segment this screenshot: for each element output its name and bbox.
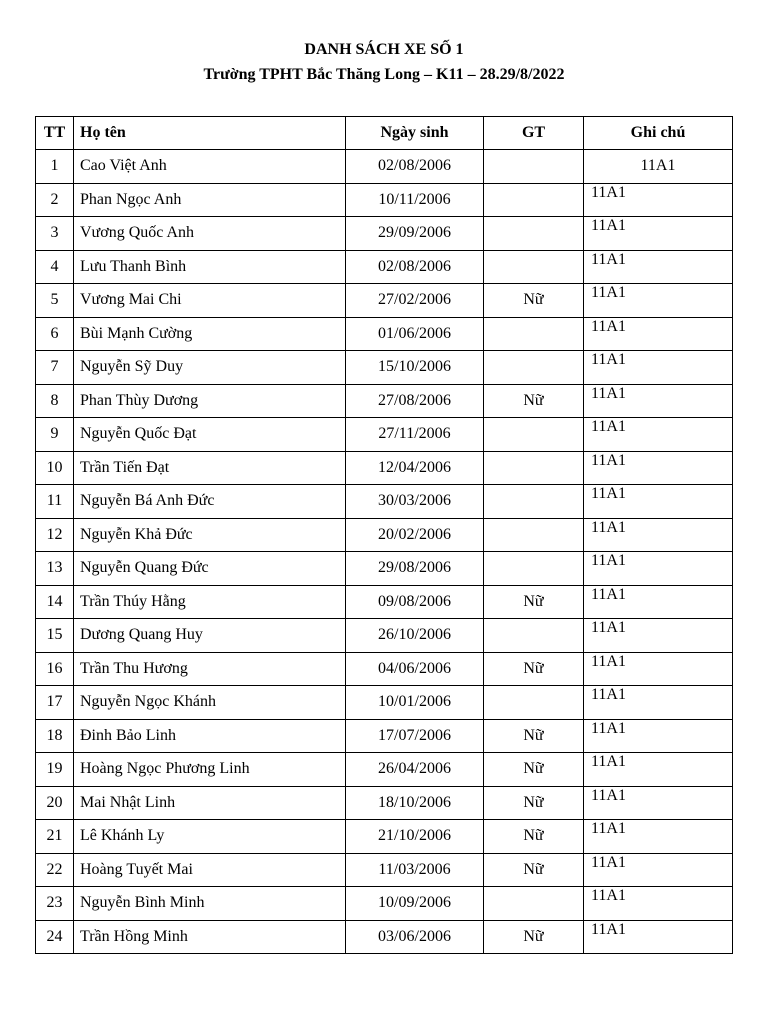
cell-tt: 1 xyxy=(36,150,74,184)
cell-name: Phan Ngọc Anh xyxy=(74,183,346,217)
cell-name: Hoàng Ngọc Phương Linh xyxy=(74,753,346,787)
cell-gender xyxy=(484,485,584,519)
cell-tt: 22 xyxy=(36,853,74,887)
cell-name: Đinh Bảo Linh xyxy=(74,719,346,753)
cell-dob: 10/01/2006 xyxy=(346,686,484,720)
table-row xyxy=(36,652,733,686)
cell-gender: Nữ xyxy=(484,585,584,619)
cell-name: Trần Hồng Minh xyxy=(74,920,346,954)
cell-name: Vương Quốc Anh xyxy=(74,217,346,251)
cell-note: 11A1 xyxy=(584,887,733,921)
cell-name: Nguyễn Sỹ Duy xyxy=(74,351,346,385)
cell-note: 11A1 xyxy=(584,585,733,619)
table-row xyxy=(36,451,733,485)
cell-name: Vương Mai Chi xyxy=(74,284,346,318)
table-body xyxy=(36,150,733,954)
cell-tt: 16 xyxy=(36,652,74,686)
cell-note: 11A1 xyxy=(584,920,733,954)
cell-gender: Nữ xyxy=(484,284,584,318)
column-header-dob: Ngày sinh xyxy=(346,117,484,150)
cell-note: 11A1 xyxy=(584,786,733,820)
cell-name: Nguyễn Bá Anh Đức xyxy=(74,485,346,519)
cell-note: 11A1 xyxy=(584,485,733,519)
cell-note: 11A1 xyxy=(584,384,733,418)
cell-gender xyxy=(484,217,584,251)
table-row xyxy=(36,920,733,954)
cell-name: Nguyễn Bình Minh xyxy=(74,887,346,921)
cell-note: 11A1 xyxy=(584,250,733,284)
cell-gender xyxy=(484,451,584,485)
cell-gender: Nữ xyxy=(484,786,584,820)
cell-name: Nguyễn Ngọc Khánh xyxy=(74,686,346,720)
column-header-note: Ghi chú xyxy=(584,117,733,150)
table-row xyxy=(36,217,733,251)
cell-note: 11A1 xyxy=(584,183,733,217)
cell-name: Bùi Mạnh Cường xyxy=(74,317,346,351)
document-title: DANH SÁCH XE SỐ 1 xyxy=(304,41,464,58)
cell-dob: 10/09/2006 xyxy=(346,887,484,921)
cell-gender xyxy=(484,183,584,217)
cell-note: 11A1 xyxy=(584,753,733,787)
cell-gender xyxy=(484,619,584,653)
cell-gender xyxy=(484,686,584,720)
cell-name: Lưu Thanh Bình xyxy=(74,250,346,284)
table-row xyxy=(36,719,733,753)
cell-dob: 04/06/2006 xyxy=(346,652,484,686)
cell-dob: 02/08/2006 xyxy=(346,250,484,284)
cell-note: 11A1 xyxy=(584,552,733,586)
cell-dob: 10/11/2006 xyxy=(346,183,484,217)
cell-tt: 17 xyxy=(36,686,74,720)
cell-gender: Nữ xyxy=(484,652,584,686)
cell-tt: 10 xyxy=(36,451,74,485)
cell-dob: 27/08/2006 xyxy=(346,384,484,418)
cell-gender xyxy=(484,250,584,284)
cell-note: 11A1 xyxy=(584,217,733,251)
cell-note: 11A1 xyxy=(584,853,733,887)
cell-dob: 29/08/2006 xyxy=(346,552,484,586)
table-row xyxy=(36,585,733,619)
cell-name: Hoàng Tuyết Mai xyxy=(74,853,346,887)
cell-gender xyxy=(484,887,584,921)
cell-gender xyxy=(484,150,584,184)
cell-tt: 24 xyxy=(36,920,74,954)
cell-dob: 20/02/2006 xyxy=(346,518,484,552)
cell-tt: 18 xyxy=(36,719,74,753)
cell-dob: 27/11/2006 xyxy=(346,418,484,452)
cell-tt: 14 xyxy=(36,585,74,619)
cell-gender xyxy=(484,518,584,552)
table-row xyxy=(36,552,733,586)
cell-gender xyxy=(484,418,584,452)
cell-dob: 17/07/2006 xyxy=(346,719,484,753)
header-row xyxy=(36,117,733,150)
cell-gender xyxy=(484,351,584,385)
cell-tt: 4 xyxy=(36,250,74,284)
table-row xyxy=(36,150,733,184)
column-header-gender: GT xyxy=(484,117,584,150)
cell-dob: 27/02/2006 xyxy=(346,284,484,318)
cell-note: 11A1 xyxy=(584,518,733,552)
column-header-name: Họ tên xyxy=(74,117,346,150)
cell-note: 11A1 xyxy=(584,686,733,720)
table-row xyxy=(36,317,733,351)
cell-tt: 21 xyxy=(36,820,74,854)
table-row xyxy=(36,686,733,720)
student-list-table xyxy=(35,116,733,954)
cell-gender: Nữ xyxy=(484,753,584,787)
cell-note: 11A1 xyxy=(584,284,733,318)
cell-tt: 2 xyxy=(36,183,74,217)
cell-tt: 23 xyxy=(36,887,74,921)
cell-tt: 8 xyxy=(36,384,74,418)
cell-gender: Nữ xyxy=(484,920,584,954)
cell-dob: 26/10/2006 xyxy=(346,619,484,653)
table-row xyxy=(36,853,733,887)
cell-note: 11A1 xyxy=(584,820,733,854)
cell-tt: 20 xyxy=(36,786,74,820)
table-row xyxy=(36,820,733,854)
table-row xyxy=(36,753,733,787)
cell-name: Phan Thùy Dương xyxy=(74,384,346,418)
cell-note: 11A1 xyxy=(584,351,733,385)
table-row xyxy=(36,351,733,385)
cell-dob: 11/03/2006 xyxy=(346,853,484,887)
table-row xyxy=(36,284,733,318)
table-row xyxy=(36,485,733,519)
cell-dob: 01/06/2006 xyxy=(346,317,484,351)
cell-name: Trần Tiến Đạt xyxy=(74,451,346,485)
cell-dob: 03/06/2006 xyxy=(346,920,484,954)
cell-tt: 6 xyxy=(36,317,74,351)
table-row xyxy=(36,518,733,552)
table-row xyxy=(36,619,733,653)
cell-note: 11A1 xyxy=(584,619,733,653)
cell-dob: 09/08/2006 xyxy=(346,585,484,619)
cell-tt: 13 xyxy=(36,552,74,586)
table-row xyxy=(36,418,733,452)
cell-tt: 9 xyxy=(36,418,74,452)
cell-tt: 19 xyxy=(36,753,74,787)
cell-name: Cao Việt Anh xyxy=(74,150,346,184)
cell-dob: 02/08/2006 xyxy=(346,150,484,184)
cell-tt: 7 xyxy=(36,351,74,385)
cell-dob: 12/04/2006 xyxy=(346,451,484,485)
table-row xyxy=(36,183,733,217)
cell-name: Nguyễn Khả Đức xyxy=(74,518,346,552)
cell-note: 11A1 xyxy=(584,150,733,184)
cell-note: 11A1 xyxy=(584,418,733,452)
cell-note: 11A1 xyxy=(584,652,733,686)
table-row xyxy=(36,250,733,284)
cell-gender xyxy=(484,552,584,586)
cell-gender xyxy=(484,317,584,351)
cell-tt: 15 xyxy=(36,619,74,653)
table-header xyxy=(36,117,733,150)
cell-dob: 15/10/2006 xyxy=(346,351,484,385)
cell-dob: 29/09/2006 xyxy=(346,217,484,251)
table-row xyxy=(36,384,733,418)
table-row xyxy=(36,786,733,820)
cell-gender: Nữ xyxy=(484,384,584,418)
cell-name: Trần Thúy Hằng xyxy=(74,585,346,619)
cell-gender: Nữ xyxy=(484,820,584,854)
column-header-tt: TT xyxy=(36,117,74,150)
cell-tt: 5 xyxy=(36,284,74,318)
cell-name: Trần Thu Hương xyxy=(74,652,346,686)
document-subtitle: Trường TPHT Bắc Thăng Long – K11 – 28.29/8/2022 xyxy=(203,66,565,83)
cell-name: Dương Quang Huy xyxy=(74,619,346,653)
cell-dob: 21/10/2006 xyxy=(346,820,484,854)
cell-gender: Nữ xyxy=(484,719,584,753)
table-row xyxy=(36,887,733,921)
cell-name: Nguyễn Quốc Đạt xyxy=(74,418,346,452)
cell-dob: 30/03/2006 xyxy=(346,485,484,519)
cell-name: Mai Nhật Linh xyxy=(74,786,346,820)
cell-dob: 26/04/2006 xyxy=(346,753,484,787)
cell-dob: 18/10/2006 xyxy=(346,786,484,820)
cell-tt: 3 xyxy=(36,217,74,251)
cell-tt: 11 xyxy=(36,485,74,519)
cell-note: 11A1 xyxy=(584,317,733,351)
cell-name: Nguyễn Quang Đức xyxy=(74,552,346,586)
cell-note: 11A1 xyxy=(584,719,733,753)
cell-note: 11A1 xyxy=(584,451,733,485)
cell-gender: Nữ xyxy=(484,853,584,887)
cell-name: Lê Khánh Ly xyxy=(74,820,346,854)
cell-tt: 12 xyxy=(36,518,74,552)
